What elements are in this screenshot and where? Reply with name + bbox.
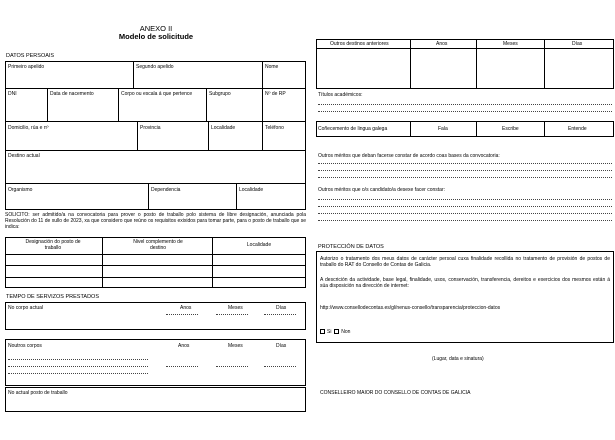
yes-label: Si (327, 329, 332, 335)
no-checkbox[interactable] (334, 329, 339, 334)
no-label: Non (341, 329, 351, 335)
years-label: Anos (180, 305, 192, 311)
locality-label: Localidade (239, 187, 264, 193)
other-merits-label: Outros méritos que o/s candidato/a desexe facer constar: (318, 187, 446, 193)
place-date-signature: (Lugar, data e sinatura) (432, 356, 484, 362)
address-label: Domicilio, rúa e nº (8, 125, 49, 131)
merits-label: Outros méritos que deban facerse constar de acordo coas bases da convocatoria: (318, 153, 500, 159)
town-label: Localidade (211, 125, 236, 131)
previous-posts-label: Outros destinos anteriores (330, 41, 389, 47)
current-post-label: Destino actual (8, 153, 40, 159)
dni-label: DNI (8, 91, 17, 97)
galician-label: Coñecemento de lingua galega (318, 126, 388, 132)
academic-titles-label: Títulos académicos: (318, 92, 363, 98)
other-corps-box (5, 339, 306, 386)
other-corps-label: Noutros corpos (8, 343, 42, 349)
prev-days-label: Días (572, 41, 583, 47)
current-corps-label: No corpo actual (8, 305, 44, 311)
addressee: CONSELLEIRO MAIOR DO CONSELLO DE CONTAS DE GALICIA (320, 390, 471, 396)
prev-years-label: Anos (436, 41, 448, 47)
organism-label: Organismo (8, 187, 33, 193)
subgroup-label: Subgrupo (209, 91, 231, 97)
speaks-label: Fala (438, 126, 448, 132)
first-surname-label: Primeiro apelido (8, 64, 45, 70)
second-surname-label: Segundo apelido (136, 64, 174, 70)
col-level: Nivel complemento de destino (133, 239, 183, 251)
page-title: Modelo de solicitude (118, 32, 194, 41)
understands-label: Entende (568, 126, 587, 132)
phone-label: Teléfono (265, 125, 284, 131)
col-locality: Localidade (246, 242, 272, 248)
writes-label: Escribe (502, 126, 519, 132)
province-label: Provincia (140, 125, 161, 131)
personal-data-heading: DATOS PERSOAIS (6, 53, 55, 59)
col-designation: Designación do posto de traballo (25, 239, 81, 251)
service-time-heading: TEMPO DE SERVIZOS PRESTADOS (6, 294, 100, 300)
annex-label: ANEXO II (139, 24, 173, 33)
data-protection-heading: PROTECCIÓN DE DATOS (318, 244, 384, 250)
name-label: Nome (265, 64, 279, 70)
department-label: Dependencia (151, 187, 181, 193)
rp-number-label: Nº de RP (265, 91, 286, 97)
corps-label: Corpo ou escala á que pertence (121, 91, 193, 97)
birth-date-label: Data de nacemento (50, 91, 94, 97)
protection-url[interactable]: http://www.consellodecontas.es/gl/nenus-consello/transparencia/proteccion-datos (320, 305, 501, 311)
yes-checkbox[interactable] (320, 329, 325, 334)
protection-paragraph-1: Autorizo o tratamento dos meus datos de carácter persoal cuxa finalidade recollida no tratamento de provisión de postos de traballo do RAT do Consello de Contas de Galicia. (320, 256, 610, 269)
current-post-time-label: No actual posto de traballo (8, 390, 68, 396)
current-corps-box (5, 302, 306, 330)
months-label-2: Meses (228, 343, 243, 349)
days-label-2: Días (276, 343, 287, 349)
days-label: Días (276, 305, 287, 311)
consent-options (320, 329, 350, 335)
months-label: Meses (228, 305, 243, 311)
prev-months-label: Meses (503, 41, 518, 47)
years-label-2: Anos (178, 343, 190, 349)
protection-paragraph-2: A descrición da actividade, base legal, finalidade, usos, conservación, transferencia, dereitos e exercicios dos mesmos están á súa disposición na dirección de internet: (320, 277, 610, 290)
request-paragraph: SOLICITO: ser admitido/a na convocatoria para prover o posto de traballo polo sistema de libre designación, anunciada pola Resolución do 11 de xullo de 2023, xa que considero que reúno os requisitos exixidos para tomar parte, para o posto de traballo que se indica: (5, 212, 306, 231)
